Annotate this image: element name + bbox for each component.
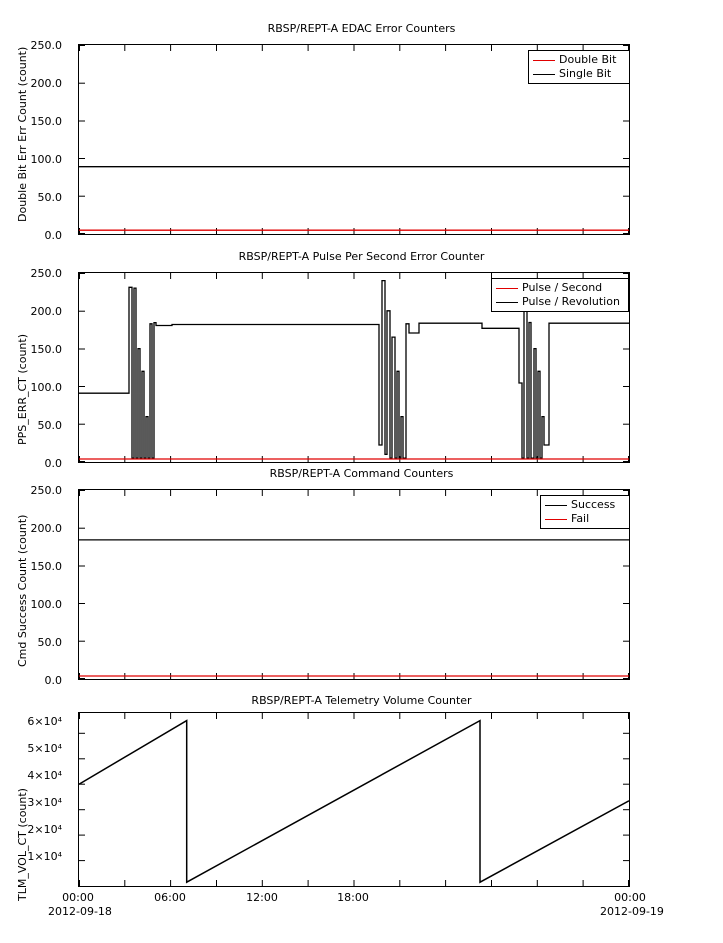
y-tick-label: 250.0 — [30, 267, 62, 280]
y-tick-label: 150.0 — [30, 115, 62, 128]
y-tick-label: 250.0 — [30, 39, 62, 52]
y-axis-label: Cmd Success Count (count) — [16, 514, 29, 667]
y-tick-label: 2×10⁴ — [27, 823, 62, 836]
legend-entry — [545, 512, 625, 526]
legend-entry — [496, 295, 624, 309]
y-tick-label: 200.0 — [30, 522, 62, 535]
plot-area[interactable] — [78, 712, 630, 887]
y-tick-label: 6×10⁴ — [27, 715, 62, 728]
legend-label: Success — [571, 498, 616, 511]
y-tick-label: 200.0 — [30, 77, 62, 90]
legend-swatch-fail — [545, 519, 567, 520]
series-lines — [79, 713, 629, 886]
panel-telemetry-volume-counter — [0, 686, 723, 936]
y-tick-label: 4×10⁴ — [27, 769, 62, 782]
legend-label: Single Bit — [559, 67, 612, 80]
legend-entry — [533, 67, 625, 81]
x-tick-label: 12:00 — [246, 891, 278, 904]
panel-pulse-per-second-error-counter — [0, 250, 723, 470]
panel-title: RBSP/REPT-A Pulse Per Second Error Counter — [238, 250, 485, 263]
y-tick-label: 3×10⁴ — [27, 796, 62, 809]
legend-swatch-success — [545, 505, 567, 506]
y-tick-label: 0.0 — [44, 674, 62, 687]
legend-swatch-pulse-second — [496, 288, 518, 289]
y-tick-label: 0.0 — [44, 457, 62, 470]
y-tick-label: 50.0 — [37, 191, 62, 204]
legend-swatch-pulse-revolution — [496, 302, 518, 303]
y-tick-label: 100.0 — [30, 598, 62, 611]
x-tick-label: 00:00 — [62, 891, 94, 904]
y-tick-label: 0.0 — [44, 229, 62, 242]
panel-title: RBSP/REPT-A EDAC Error Counters — [267, 22, 456, 35]
y-tick-label: 250.0 — [30, 484, 62, 497]
y-tick-label: 5×10⁴ — [27, 742, 62, 755]
legend-panel-2 — [491, 278, 629, 312]
legend-label: Pulse / Revolution — [522, 295, 620, 308]
x-tick-sublabel: 2012-09-19 — [600, 905, 664, 918]
legend-label: Pulse / Second — [522, 281, 603, 294]
legend-entry — [533, 53, 625, 67]
legend-label: Double Bit — [559, 53, 617, 66]
y-tick-label: 200.0 — [30, 305, 62, 318]
y-axis-label: PPS_ERR_CT (count) — [16, 334, 29, 445]
legend-entry — [545, 498, 625, 512]
y-tick-label: 50.0 — [37, 419, 62, 432]
x-tick-label: 00:00 — [614, 891, 646, 904]
panel-title: RBSP/REPT-A Telemetry Volume Counter — [251, 694, 472, 707]
y-tick-label: 1×10⁴ — [27, 850, 62, 863]
y-tick-label: 150.0 — [30, 343, 62, 356]
x-tick-label: 06:00 — [154, 891, 186, 904]
legend-swatch-single-bit — [533, 74, 555, 75]
panel-title: RBSP/REPT-A Command Counters — [269, 467, 454, 480]
legend-entry — [496, 281, 624, 295]
panel-edac-error-counters — [0, 22, 723, 242]
y-axis-label: Double Bit Err Err Count (count) — [16, 46, 29, 222]
y-tick-label: 150.0 — [30, 560, 62, 573]
legend-panel-3 — [540, 495, 630, 529]
y-tick-label: 100.0 — [30, 381, 62, 394]
legend-panel-1 — [528, 50, 630, 84]
y-tick-label: 100.0 — [30, 153, 62, 166]
y-axis-label: TLM_VOL_CT (count) — [16, 788, 29, 901]
x-tick-sublabel: 2012-09-18 — [48, 905, 112, 918]
legend-label: Fail — [571, 512, 590, 525]
panel-command-counters — [0, 467, 723, 687]
y-tick-label: 50.0 — [37, 636, 62, 649]
legend-swatch-double-bit — [533, 60, 555, 61]
x-tick-label: 18:00 — [337, 891, 369, 904]
